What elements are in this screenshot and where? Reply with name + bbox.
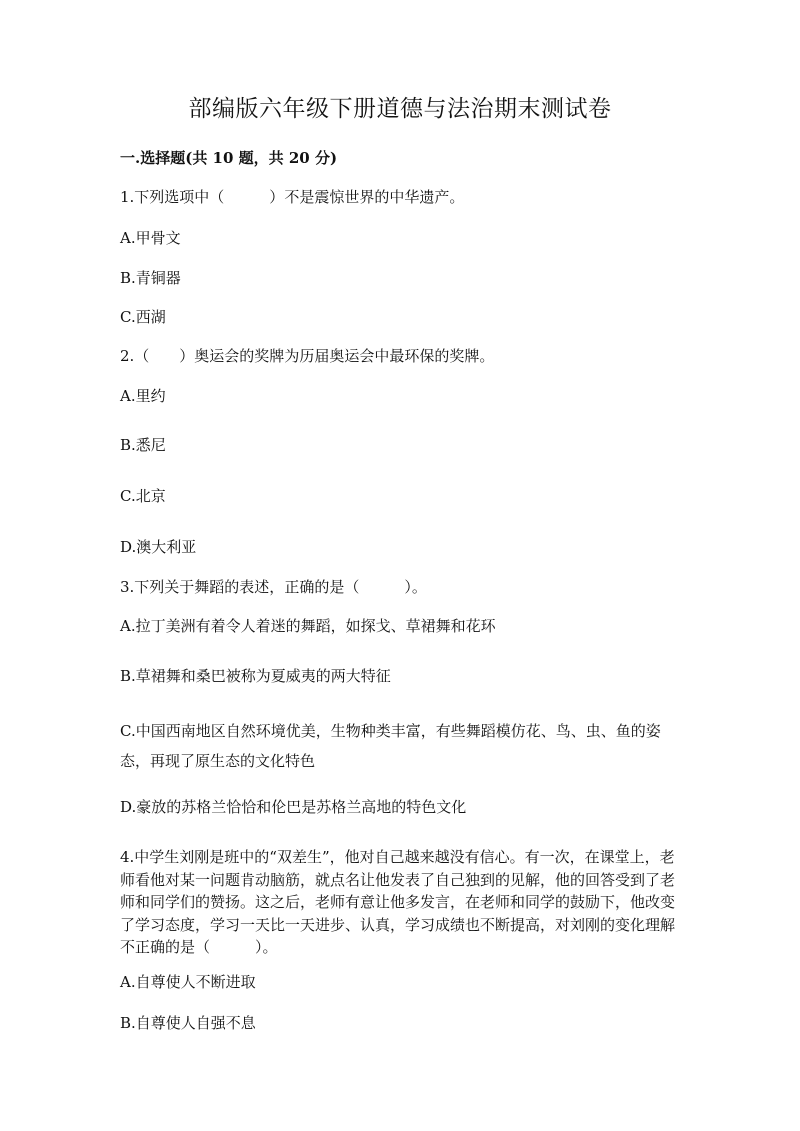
- question-1-option-a: A.甲骨文: [120, 229, 181, 247]
- question-4-option-b: B.自尊使人自强不息: [120, 1014, 256, 1032]
- question-2-option-d: D.澳大利亚: [120, 538, 197, 556]
- question-2-stem: 2.（ ）奥运会的奖牌为历届奥运会中最环保的奖牌。: [120, 347, 495, 365]
- question-4-stem: 4.中学生刘刚是班中的“双差生”，他对自己越来越没有信心。有一次，在课堂上，老师看他对某一问题肯动脑筋，就点名让他发表了自己独到的见解，他的回答受到了老师和同学们的赞扬。这之后，老师有意让他多发言，在老师和同学的鼓励下，他改变了学习态度，学习一天比一天进步、认真，学习成绩也不断提高，对刘刚的变化理解不正确的是（ ）。: [120, 848, 676, 956]
- question-1-stem: 1.下列选项中（ ）不是震惊世界的中华遗产。: [120, 188, 465, 206]
- question-1-option-c: C.西湖: [120, 308, 166, 326]
- page-title: 部编版六年级下册道德与法治期末测试卷: [188, 96, 612, 122]
- question-3-option-c: C.中国西南地区自然环境优美，生物种类丰富，有些舞蹈模仿花、鸟、虫、鱼的姿 态，再现了原生态的文化特色: [120, 722, 676, 770]
- question-4-option-a: A.自尊使人不断进取: [120, 973, 256, 991]
- question-2-option-b: B.悉尼: [120, 436, 166, 454]
- question-3-stem: 3.下列关于舞蹈的表述，正确的是（ ）。: [120, 578, 427, 596]
- question-3-option-a: A.拉丁美洲有着令人着迷的舞蹈，如探戈、草裙舞和花环: [120, 617, 496, 635]
- question-1-option-b: B.青铜器: [120, 269, 181, 287]
- question-3-option-b: B.草裙舞和桑巴被称为夏威夷的两大特征: [120, 667, 391, 685]
- question-3-option-d: D.豪放的苏格兰恰恰和伦巴是苏格兰高地的特色文化: [120, 798, 467, 816]
- question-2-option-c: C.北京: [120, 487, 166, 505]
- section-heading: 一.选择题(共 10 题，共 20 分): [120, 149, 338, 167]
- question-2-option-a: A.里约: [120, 387, 166, 405]
